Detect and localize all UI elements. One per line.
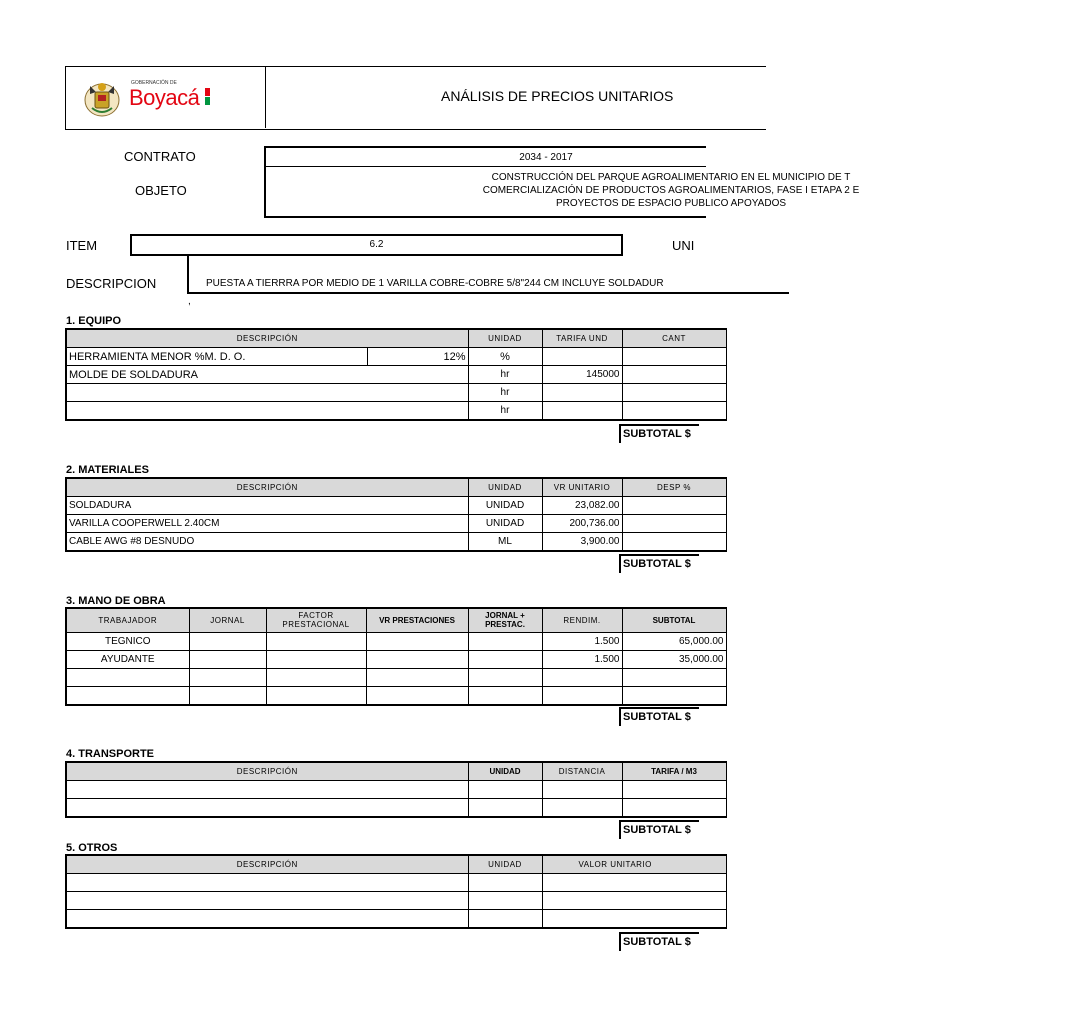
mano-obra-rendim: 1.500 [542,650,622,668]
equipo-subtotal: SUBTOTAL $ [619,424,699,443]
table-row [66,384,726,402]
materiales-vr: 200,736.00 [542,515,622,533]
equipo-tarifa [542,402,622,421]
mano-obra-h-rendim: RENDIM. [542,608,622,632]
objeto-line-3: PROYECTOS DE ESPACIO PUBLICO APOYADOS [555,198,787,209]
table-row [66,533,726,552]
item-label: ITEM [66,238,98,253]
objeto-label: OBJETO [135,183,187,198]
table-row [66,497,726,515]
mano-obra-h-subtotal: SUBTOTAL [622,608,726,632]
page-title: ANÁLISIS DE PRECIOS UNITARIOS [441,88,674,104]
equipo-cant [622,384,726,402]
materiales-subtotal: SUBTOTAL $ [619,554,699,573]
materiales-desc: CABLE AWG #8 DESNUDO [66,533,468,552]
mano-obra-rendim: 1.500 [542,632,622,650]
materiales-header-row [66,478,726,497]
descripcion-value: PUESTA A TIERRRA POR MEDIO DE 1 VARILLA COBRE-COBRE 5/8"244 CM INCLUYE SOLDADUR [206,278,664,289]
equipo-h-tarifa: TARIFA UND [542,329,622,348]
mano-obra-subtotal [622,668,726,686]
equipo-cant [622,348,726,366]
coat-of-arms-icon [82,78,122,118]
equipo-unidad: hr [468,402,542,421]
transporte-subtotal: SUBTOTAL $ [619,820,699,839]
materiales-desp [622,515,726,533]
objeto-line-1: CONSTRUCCIÓN DEL PARQUE AGROALIMENTARIO EN EL MUNICIPIO DE T [491,172,851,183]
mano-obra-trabajador [66,668,189,686]
materiales-h-unidad: UNIDAD [468,478,542,497]
mano-obra-trabajador: TEGNICO [66,632,189,650]
table-row [66,781,726,799]
equipo-unidad: hr [468,384,542,402]
mano-obra-h-jornal: JORNAL [189,608,266,632]
logo-flag-green [205,97,210,105]
equipo-title: 1. EQUIPO [66,315,122,327]
mano-obra-subtotal [622,686,726,705]
mano-obra-subtotal: 65,000.00 [622,632,726,650]
mano-obra-rendim [542,686,622,705]
equipo-cant [622,402,726,421]
table-row [66,515,726,533]
objeto-line-2: COMERCIALIZACIÓN DE PRODUCTOS AGROALIMENTARIOS, FASE I ETAPA 2 E [482,185,860,196]
transporte-table [65,761,727,818]
materiales-h-desp: DESP % [622,478,726,497]
materiales-vr: 3,900.00 [542,533,622,552]
equipo-unidad: % [468,348,542,366]
transporte-title: 4. TRANSPORTE [66,748,155,760]
otros-h-desc: DESCRIPCIÓN [66,855,468,874]
table-row [66,686,726,705]
logo-flag-red [205,88,210,96]
item-value: 6.2 [130,234,623,256]
equipo-tarifa [542,384,622,402]
otros-title: 5. OTROS [66,842,118,854]
equipo-pct: 12% [367,348,468,366]
equipo-desc [66,384,468,402]
materiales-desc: SOLDADURA [66,497,468,515]
table-row [66,650,726,668]
mano-obra-trabajador [66,686,189,705]
equipo-desc: HERRAMIENTA MENOR %M. D. O. [66,348,367,366]
logo-name: Boyacá [129,85,200,110]
unidad-label: UNI [672,238,695,253]
materiales-desp [622,533,726,552]
otros-h-valor: VALOR UNITARIO [542,855,726,874]
materiales-vr: 23,082.00 [542,497,622,515]
materiales-unidad: UNIDAD [468,497,542,515]
table-row [66,348,726,366]
equipo-h-desc: DESCRIPCIÓN [66,329,468,348]
equipo-desc: MOLDE DE SOLDADURA [66,366,468,384]
equipo-header-row [66,329,726,348]
equipo-h-unidad: UNIDAD [468,329,542,348]
materiales-unidad: UNIDAD [468,515,542,533]
materiales-desp [622,497,726,515]
logo-small-text: GOBERNACIÓN DE [131,80,177,86]
mano-obra-subtotal: 35,000.00 [622,650,726,668]
materiales-title: 2. MATERIALES [66,464,149,476]
materiales-h-desc: DESCRIPCIÓN [66,478,468,497]
contrato-label: CONTRATO [124,149,196,164]
descripcion-mark: , [188,296,191,307]
mano-obra-table [65,607,727,706]
mano-obra-title: 3. MANO DE OBRA [66,595,166,607]
otros-subtotal: SUBTOTAL $ [619,932,699,951]
materiales-unidad: ML [468,533,542,552]
mano-obra-rendim [542,668,622,686]
table-row [66,366,726,384]
objeto-text [266,171,1076,210]
logo-box [65,66,266,128]
materiales-table [65,477,727,552]
transporte-h-distancia: DISTANCIA [542,762,622,781]
materiales-h-vr: VR UNITARIO [542,478,622,497]
mano-obra-trabajador: AYUDANTE [66,650,189,668]
contrato-value: 2034 - 2017 [519,152,573,163]
equipo-cant [622,366,726,384]
mano-obra-h-factor: FACTOR PRESTACIONAL [266,608,366,632]
equipo-tarifa: 145000 [542,366,622,384]
table-row [66,632,726,650]
otros-h-unidad: UNIDAD [468,855,542,874]
table-row [66,874,726,892]
equipo-h-cant: CANT [622,329,726,348]
equipo-tarifa [542,348,622,366]
mano-obra-h-trabajador: TRABAJADOR [66,608,189,632]
equipo-table [65,328,727,421]
equipo-desc [66,402,468,421]
equipo-unidad: hr [468,366,542,384]
table-row [66,668,726,686]
mano-obra-h-vr-prest: VR PRESTACIONES [366,608,468,632]
transporte-header-row [66,762,726,781]
transporte-h-desc: DESCRIPCIÓN [66,762,468,781]
table-row [66,402,726,421]
contrato-divider [266,166,706,167]
otros-table [65,854,727,929]
transporte-h-unidad: UNIDAD [468,762,542,781]
materiales-desc: VARILLA COOPERWELL 2.40CM [66,515,468,533]
table-row [66,799,726,818]
otros-header-row [66,855,726,874]
mano-obra-subtotal-label: SUBTOTAL $ [619,707,699,726]
mano-obra-header-row [66,608,726,632]
table-row [66,910,726,929]
mano-obra-h-jornal-prest: JORNAL + PRESTAC. [468,608,542,632]
transporte-h-tarifa: TARIFA / M3 [622,762,726,781]
table-row [66,892,726,910]
descripcion-label: DESCRIPCION [66,276,157,291]
